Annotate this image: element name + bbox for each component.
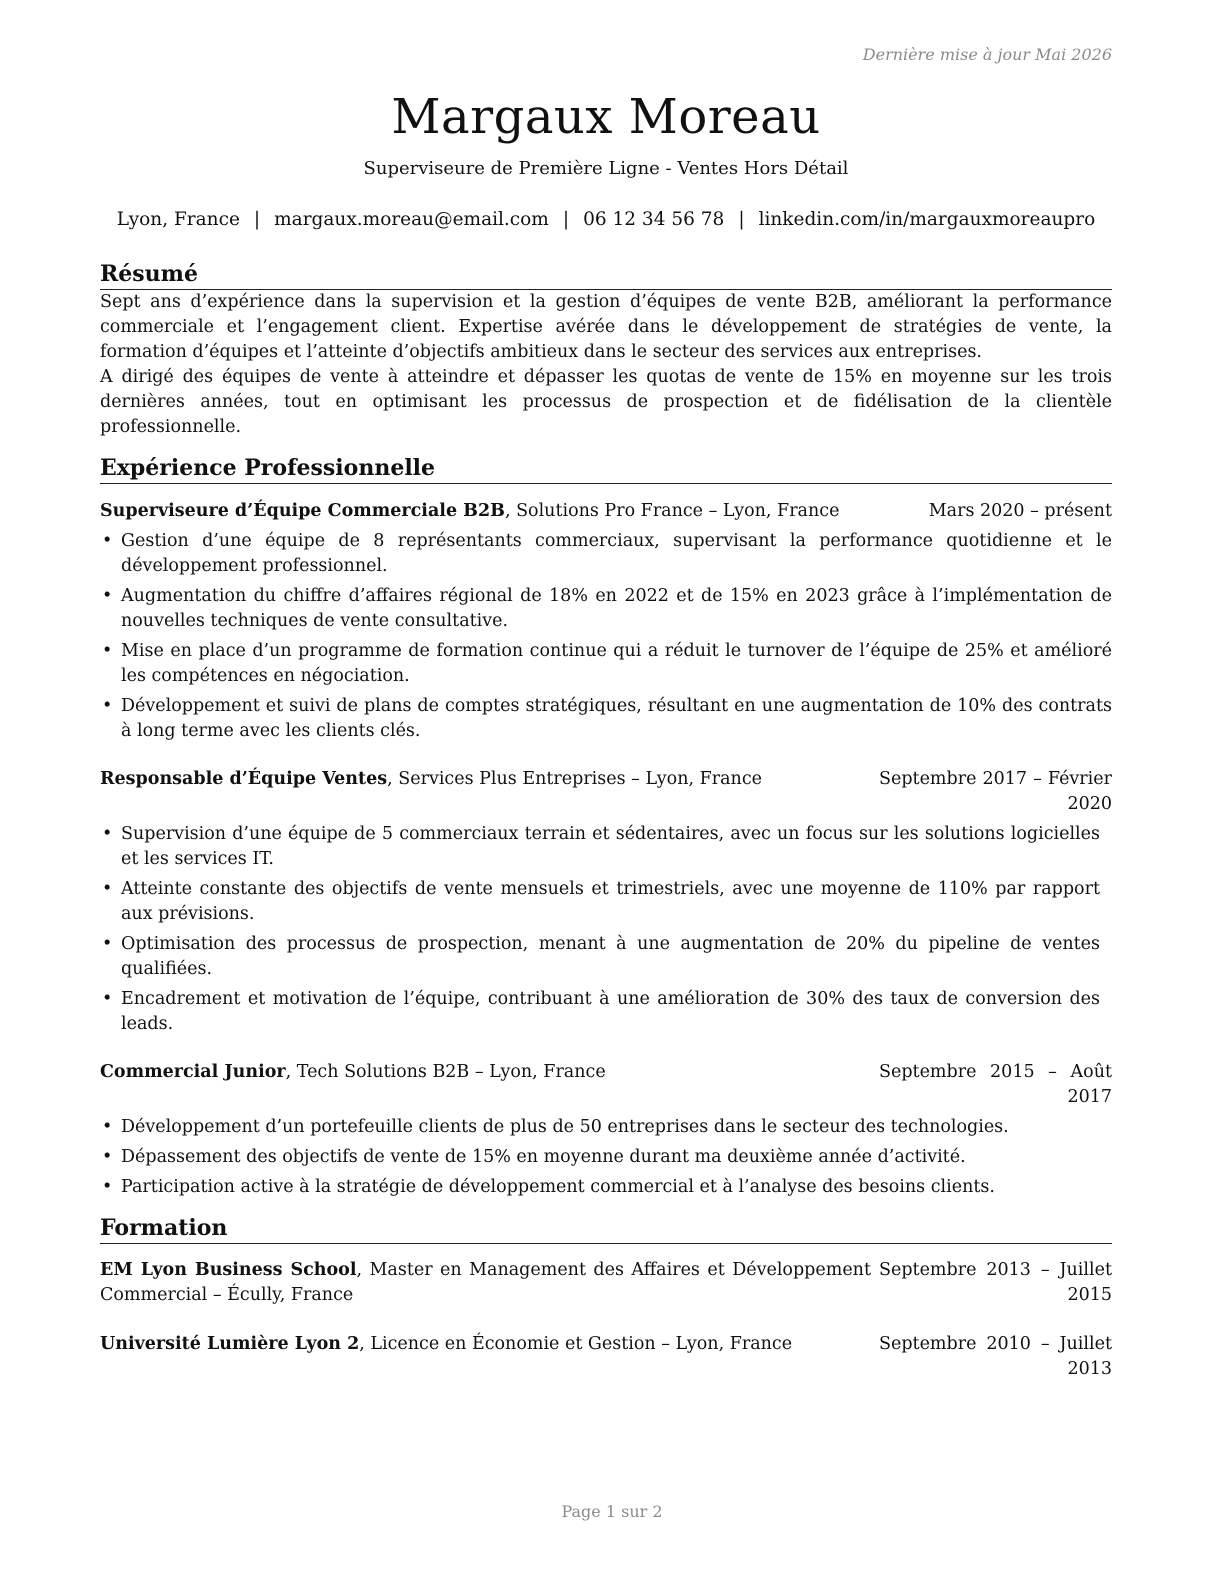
- job-entry: [100, 767, 1112, 1037]
- candidate-name: Margaux Moreau: [391, 89, 821, 145]
- degree-detail: , Master en Management des Affaires et Développement Commercial – Écully, France: [100, 1260, 871, 1305]
- contact-email[interactable]: margaux.moreau@email.com: [274, 209, 549, 230]
- contact-separator: |: [562, 209, 570, 230]
- summary-paragraph: Sept ans d’expérience dans la supervision et la gestion d’équipes de vente B2B, améliorant la performance commerciale et l’engagement client. Expertise avérée dans le développement de stratégies de vente, la formation d’équipes et l’atteinte d’objectifs ambitieux dans le secteur des services aux entreprises.: [100, 292, 1112, 362]
- summary-heading: Résumé: [100, 261, 1112, 290]
- job-dates: Septembre 2017 – Février 2020: [879, 769, 1112, 814]
- job-company: , Tech Solutions B2B – Lyon, France: [285, 1062, 606, 1082]
- list-item: • Dépassement des objectifs de vente de 15% en moyenne durant ma deuxième année d’activité.: [100, 1145, 1112, 1170]
- job-bullets: [100, 822, 1112, 1037]
- contact-phone: 06 12 34 56 78: [583, 209, 725, 230]
- job-bullets: [100, 1115, 1112, 1200]
- education-heading: Formation: [100, 1215, 1112, 1244]
- school-name: EM Lyon Business School: [100, 1260, 357, 1280]
- education-dates: Septembre 2010 – Juillet 2013: [879, 1334, 1112, 1379]
- last-updated: Dernière mise à jour Mai 2026: [862, 45, 1112, 64]
- contact-linkedin[interactable]: linkedin.com/in/margauxmoreaupro: [758, 209, 1096, 230]
- education-entry: [100, 1332, 1112, 1382]
- contact-line: [100, 209, 1112, 230]
- list-item: • Optimisation des processus de prospection, menant à une augmentation de 20% du pipeline de ventes qualifiées.: [100, 932, 1100, 982]
- candidate-title: Superviseure de Première Ligne - Ventes Hors Détail: [363, 158, 849, 179]
- job-header: [100, 767, 1112, 817]
- list-item: • Développement d’un portefeuille clients de plus de 50 entreprises dans le secteur des technologies.: [100, 1115, 1112, 1140]
- job-entry: [100, 1060, 1112, 1200]
- list-item: • Développement et suivi de plans de comptes stratégiques, résultant en une augmentation de 10% des contrats à long terme avec les clients clés.: [100, 694, 1112, 744]
- job-company: , Services Plus Entreprises – Lyon, France: [387, 769, 762, 789]
- job-company: , Solutions Pro France – Lyon, France: [504, 501, 840, 521]
- job-bullets: [100, 529, 1112, 744]
- summary-paragraph: A dirigé des équipes de vente à atteindre et dépasser les quotas de vente de 15% en moyenne sur les trois dernières années, tout en optimisant les processus de prospection et de fidélisation de la clientèle professionnelle.: [100, 367, 1112, 437]
- education-entry: [100, 1258, 1112, 1308]
- job-role: Commercial Junior: [100, 1062, 286, 1082]
- experience-heading: Expérience Professionnelle: [100, 455, 1112, 484]
- list-item: • Participation active à la stratégie de développement commercial et à l’analyse des besoins clients.: [100, 1175, 1112, 1200]
- education-section: [100, 1215, 1112, 1382]
- job-role: Responsable d’Équipe Ventes: [100, 769, 388, 789]
- list-item: • Atteinte constante des objectifs de vente mensuels et trimestriels, avec une moyenne de 110% par rapport aux prévisions.: [100, 877, 1100, 927]
- contact-location: Lyon, France: [116, 209, 240, 230]
- job-dates: Mars 2020 – présent: [928, 501, 1112, 521]
- page-number: Page 1 sur 2: [561, 1502, 663, 1521]
- summary-section: [100, 261, 1112, 440]
- job-header: [100, 499, 1112, 524]
- list-item: • Gestion d’une équipe de 8 représentants commerciaux, supervisant la performance quotidienne et le développement professionnel.: [100, 529, 1112, 579]
- job-header: [100, 1060, 1112, 1110]
- job-role: Superviseure d’Équipe Commerciale B2B: [100, 501, 505, 521]
- contact-separator: |: [253, 209, 261, 230]
- education-dates: Septembre 2013 – Juillet 2015: [879, 1260, 1112, 1305]
- experience-section: [100, 455, 1112, 1200]
- list-item: • Supervision d’une équipe de 5 commerciaux terrain et sédentaires, avec un focus sur les solutions logicielles et les services IT.: [100, 822, 1100, 872]
- contact-separator: |: [738, 209, 745, 230]
- school-name: Université Lumière Lyon 2: [100, 1334, 360, 1354]
- job-entry: [100, 499, 1112, 744]
- degree-detail: , Licence en Économie et Gestion – Lyon, France: [359, 1334, 793, 1354]
- job-dates: Septembre 2015 – Août 2017: [879, 1062, 1112, 1107]
- list-item: • Mise en place d’un programme de formation continue qui a réduit le turnover de l’équipe de 25% et amélioré les compétences en négociation.: [100, 639, 1112, 689]
- list-item: • Encadrement et motivation de l’équipe, contribuant à une amélioration de 30% des taux de conversion des leads.: [100, 987, 1100, 1037]
- list-item: • Augmentation du chiffre d’affaires régional de 18% en 2022 et de 15% en 2023 grâce à l’implémentation de nouvelles techniques de vente consultative.: [100, 584, 1112, 634]
